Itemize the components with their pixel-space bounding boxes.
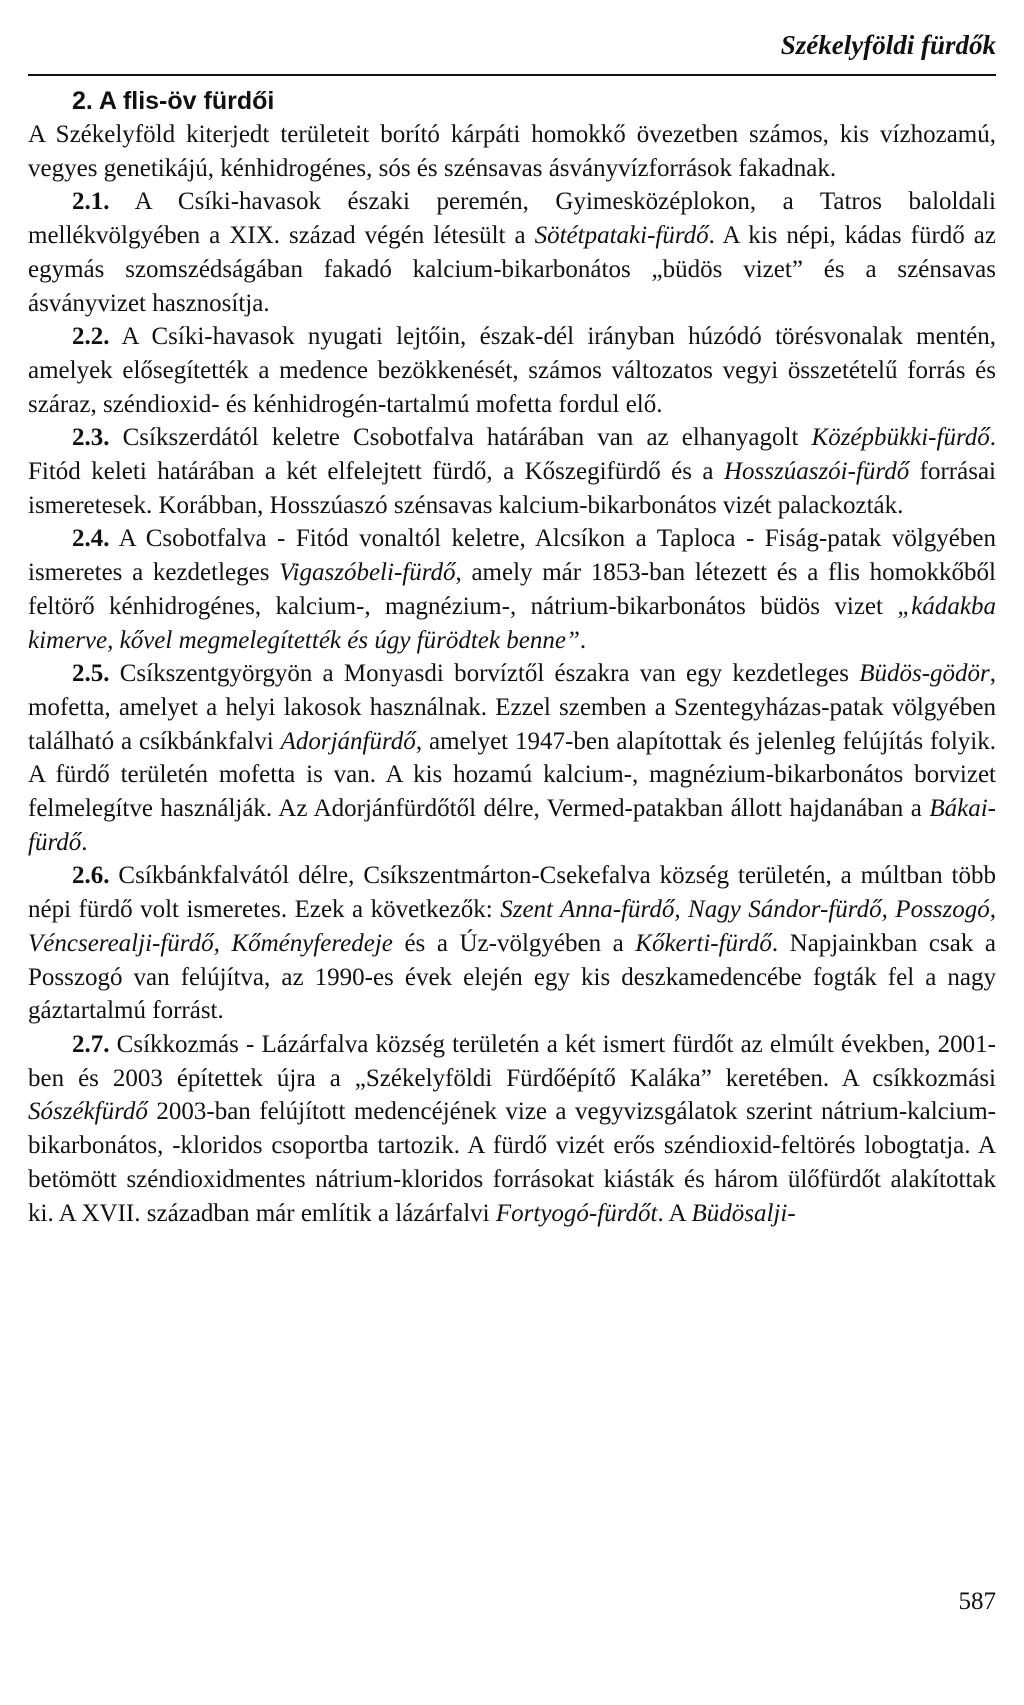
- page-content: [28, 84, 996, 1230]
- italic-term: Hosszúaszói-fürdő: [723, 458, 910, 486]
- italic-term: Büdös-gödör: [859, 660, 990, 688]
- paragraph-text: .: [81, 828, 88, 856]
- paragraph-2-5: [28, 657, 996, 859]
- paragraph-2-7: [28, 1028, 996, 1230]
- running-header: Székelyföldi fürdők: [780, 30, 996, 60]
- paragraph-number: 2.1.: [72, 188, 110, 216]
- paragraph-text: . A: [657, 1199, 692, 1227]
- paragraph-text: forrásai ismeretesek. Korábban, Hosszúaszó szénsavas kalcium-bikarbonátos vizét palackozták.: [28, 458, 996, 519]
- paragraph-number: 2.6.: [72, 862, 110, 890]
- italic-term: Fortyogó-fürdőt: [495, 1199, 658, 1227]
- italic-term: Szent Anna-fürdő, Nagy Sándor-fürdő, Posszogó, Véncserealji-fürdő, Kőményferedeje: [28, 896, 997, 957]
- paragraph-2-6: [28, 859, 996, 1028]
- paragraph-text: , mofetta, amelyet a helyi lakosok használnak. Ezzel szemben a Szentegyházas-patak völgyében található a csíkbánkfalvi: [28, 660, 996, 755]
- header-rule: [28, 74, 996, 76]
- italic-term: Adorjánfürdő: [280, 727, 416, 755]
- paragraph-2-1: [28, 185, 996, 320]
- italic-term: Sószékfürdő: [28, 1098, 148, 1126]
- paragraph-text: A Csíki-havasok északi peremén, Gyimesközéplokon, a Tatros baloldali mellékvölgyében a XIX. század végén létesült a: [28, 188, 996, 250]
- italic-term: Kőkerti-fürdő: [635, 929, 772, 957]
- section-items: [28, 185, 996, 1230]
- italic-term: Büdösalji-: [691, 1199, 796, 1227]
- paragraph-text: Csíkszentgyörgyön a Monyasdi borvíztől északra van egy kezdetleges: [109, 660, 860, 688]
- paragraph-number: 2.3.: [72, 424, 110, 452]
- paragraph-text: . Fitód keleti határában a két elfelejtett fürdő, a Kőszegifürdő és a: [28, 424, 996, 486]
- paragraph-text: Csíkbánkfalvától délre, Csíkszentmárton-Csekefalva község területén, a múltban több népi fürdő volt ismeretes. Ezek a következők:: [28, 862, 996, 924]
- italic-term: Középbükki-fürdő: [811, 424, 990, 452]
- paragraph-text: 2003-ban felújított medencéjének vize a vegyvizsgálatok szerint nátrium-kalcium-bikarbonátos, -kloridos csoportba tartozik. A fürdő vizét erős széndioxid-feltörés lobogtatja. A betömött széndioxidmentes nátrium-kloridos forrásokat kiásták és három ülőfürdőt alakítottak ki. A XVII. században már említik a lázárfalvi: [28, 1098, 996, 1227]
- paragraph-2-4: [28, 522, 996, 657]
- italic-term: „kádakba kimerve, kővel megmelegítették és úgy fürödtek benne”: [28, 592, 996, 654]
- section-intro: A Székelyföld kiterjedt területeit borító kárpáti homokkő övezetben számos, kis vízhozamú, vegyes genetikájú, kénhidrogénes, sós és szénsavas ásványvízforrások fakadnak.: [28, 121, 996, 182]
- paragraph-2-2: [28, 320, 996, 421]
- paragraph-text: , amely már 1853-ban létezett és a flis homokkőből feltörő kénhidrogénes, kalcium-, magnézium-, nátrium-bikarbonátos büdös vizet: [28, 559, 996, 620]
- paragraph-text: Csíkszerdától keletre Csobotfalva határában van az elhanyagolt: [109, 424, 812, 452]
- paragraph-text: és a Úz-völgyében a: [392, 929, 636, 957]
- paragraph-text: , amelyet 1947-ben alapítottak és jelenleg felújítás folyik. A fürdő területén mofetta is van. A kis hozamú kalcium-, magnézium-bikarbonátos borvizet felmelegítve használják. Az Adorjánfürdőtől délre, Vermed-patakban állott hajdanában a: [28, 727, 996, 823]
- paragraph-number: 2.2.: [72, 323, 110, 351]
- paragraph-2-3: [28, 421, 996, 522]
- page-number: 587: [958, 1588, 996, 1615]
- section-title: 2. A flis-öv fürdői: [72, 87, 275, 115]
- paragraph-number: 2.7.: [72, 1030, 110, 1058]
- paragraph-text: Csíkkozmás - Lázárfalva község területén a két ismert fürdőt az elmúlt években, 2001-ben és 2003 építettek újra a „Székelyföldi Fürdőépítő Kaláka” keretében. A csíkkozmási: [28, 1030, 996, 1092]
- paragraph-text: A Csobotfalva - Fitód vonaltól keletre, Alcsíkon a Taploca - Fiság-patak völgyében ismeretes a kezdetleges: [28, 525, 996, 587]
- italic-term: Bákai-fürdő: [28, 795, 996, 856]
- paragraph-number: 2.5.: [72, 660, 110, 688]
- paragraph-text: . A kis népi, kádas fürdő az egymás szomszédságában fakadó kalcium-bikarbonátos „büdös vizet” és a szénsavas ásványvizet hasznosítja.: [28, 222, 996, 317]
- italic-term: Sötétpataki-fürdő: [534, 222, 709, 250]
- paragraph-text: . Napjainkban csak a Posszogó van felújítva, az 1990-es évek elején egy kis deszkamedencébe fogták fel a nagy gáztartalmú forrást.: [28, 929, 996, 1025]
- italic-term: Vigaszóbeli-fürdő: [279, 559, 456, 587]
- paragraph-text: .: [579, 626, 587, 654]
- paragraph-text: A Csíki-havasok nyugati lejtőin, észak-dél irányban húzódó törésvonalak mentén, amelyek elősegítették a medence bezökkenését, számos változatos vegyi összetételű forrás és száraz, széndioxid- és kénhidrogén-tartalmú mofetta fordul elő.: [28, 323, 996, 418]
- paragraph-number: 2.4.: [72, 525, 110, 553]
